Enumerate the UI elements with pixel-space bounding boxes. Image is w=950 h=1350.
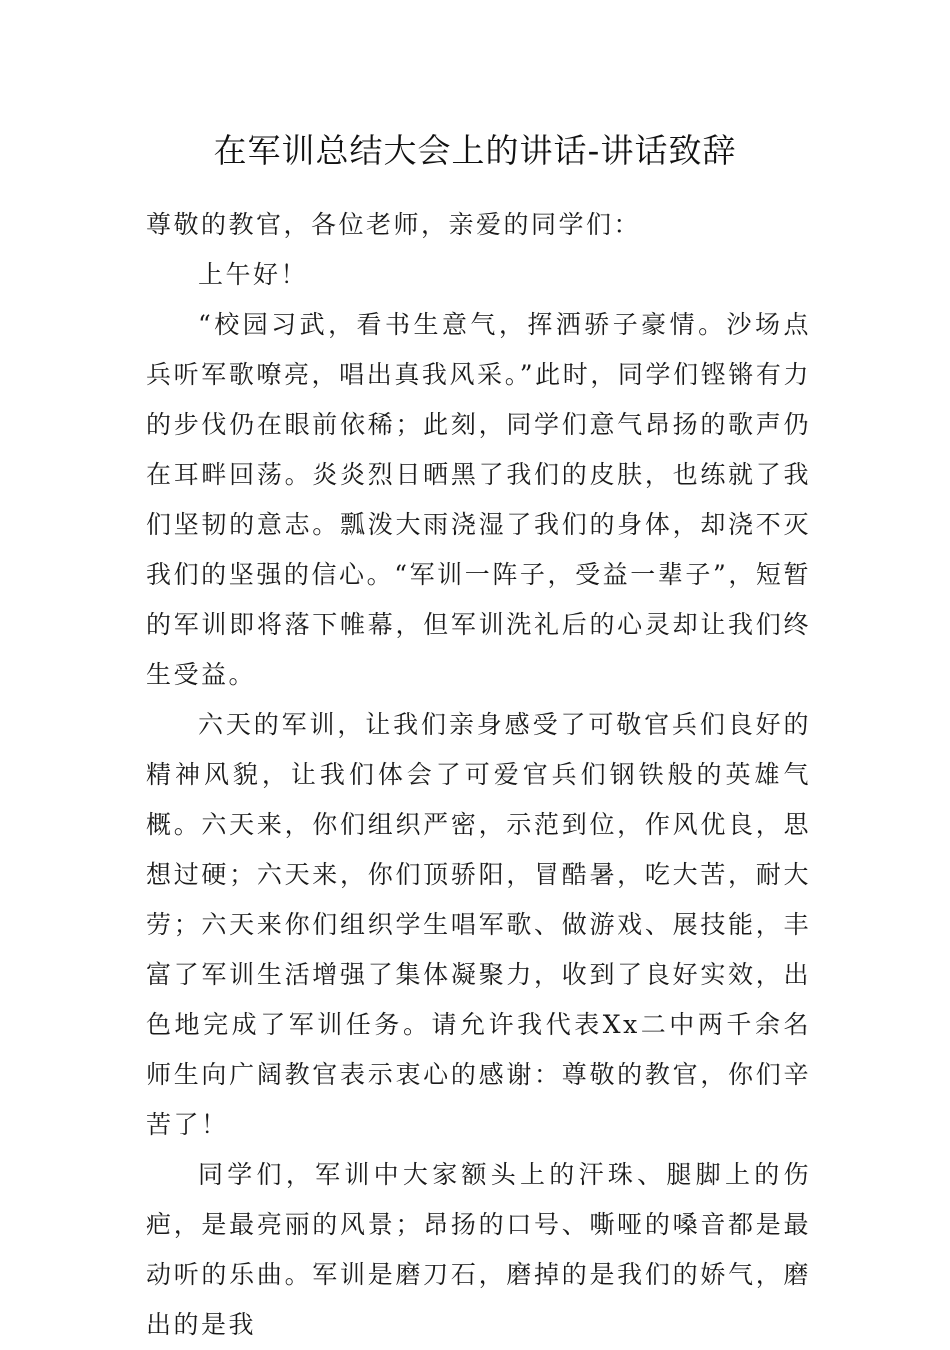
salutation-paragraph: 尊敬的教官，各位老师，亲爱的同学们： (146, 210, 642, 239)
body-paragraph-1: “校园习武，看书生意气，挥洒骄子豪情。沙场点兵听军歌嘹亮，唱出真我风采。”此时，同学们铿锵有力的步伐仍在眼前依稀；此刻，同学们意气昂扬的歌声仍在耳畔回荡。炎炎烈日晒黑了我们的皮肤，也练就了我们坚韧的意志。瓢泼大雨浇湿了我们的身体，却浇不灭我们的坚强的信心。“军训一阵子，受益一辈子”，短暂的军训即将落下帷幕，但军训洗礼后的心灵却让我们终生受益。 (146, 310, 811, 689)
document-title: 在军训总结大会上的讲话-讲话致辞 (213, 131, 737, 170)
greeting-paragraph: 上午好！ (198, 260, 309, 289)
body-paragraph-2: 六天的军训，让我们亲身感受了可敬官兵们良好的精神风貌，让我们体会了可爱官兵们钢铁般的英雄气概。六天来，你们组织严密，示范到位，作风优良，思想过硬；六天来，你们顶骄阳，冒酷暑，吃大苦，耐大劳；六天来你们组织学生唱军歌、做游戏、展技能，丰富了军训生活增强了集体凝聚力，收到了良好实效，出色地完成了军训任务。请允许我代表Xx二中两千余名师生向广阔教官表示衷心的感谢：尊敬的教官，你们辛苦了！ (146, 710, 811, 1139)
document-body (146, 200, 811, 1350)
body-paragraph-3: 同学们，军训中大家额头上的汗珠、腿脚上的伤疤，是最亮丽的风景；昂扬的口号、嘶哑的嗓音都是最动听的乐曲。军训是磨刀石，磨掉的是我们的娇气，磨出的是我 (146, 1160, 811, 1339)
